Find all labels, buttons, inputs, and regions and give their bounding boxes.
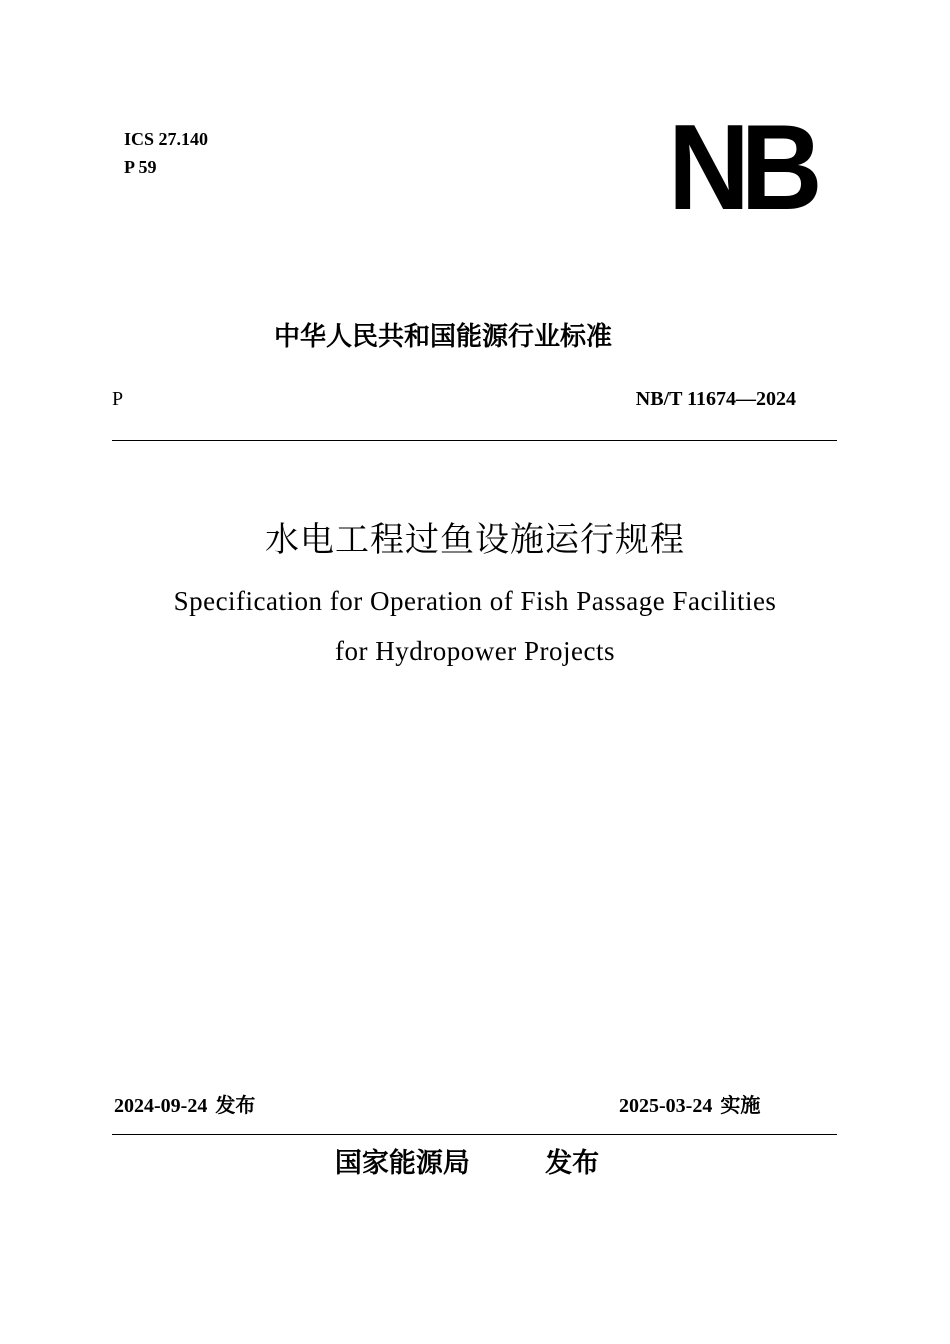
standard-number: NB/T 11674—2024 [635, 388, 796, 410]
publisher-name: 国家能源局 [334, 1148, 470, 1179]
top-divider [112, 440, 837, 441]
issue-date-block [114, 1092, 255, 1119]
bottom-divider [112, 1134, 837, 1135]
industry-standard-heading: 中华人民共和国能源行业标准 [273, 322, 612, 352]
title-chinese: 水电工程过鱼设施运行规程 [265, 520, 685, 560]
title-english-line2: for Hydropower Projects [335, 636, 615, 666]
effective-date: 2025-03-24 [619, 1095, 713, 1117]
publisher-line [0, 1146, 950, 1182]
title-english-line1: Specification for Operation of Fish Passage Facilities [173, 586, 777, 616]
effective-label: 实施 [720, 1093, 761, 1117]
classification-code: P 59 [124, 157, 157, 177]
effective-date-block [619, 1092, 760, 1119]
ics-code: ICS 27.140 [124, 129, 209, 149]
issue-date: 2024-09-24 [114, 1095, 208, 1117]
class-mark: P [112, 388, 124, 410]
publisher-action: 发布 [545, 1148, 600, 1179]
nb-logo: NB [668, 99, 814, 235]
issue-label: 发布 [215, 1093, 256, 1117]
